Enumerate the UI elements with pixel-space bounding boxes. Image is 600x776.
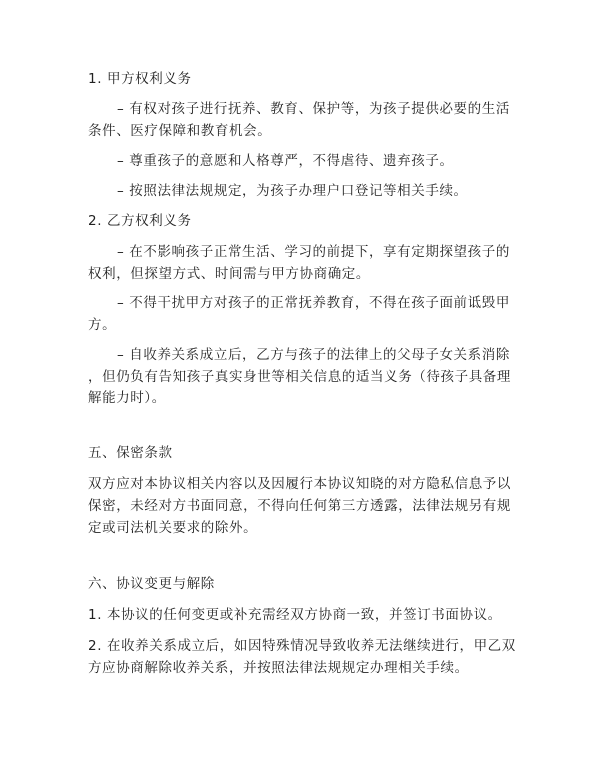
section-heading-party-b: 2. 乙方权利义务 <box>88 213 192 229</box>
section-heading-changes: 六、协议变更与解除 <box>88 576 215 592</box>
changes-clause-2-line-2: 方应协商解除收养关系，并按照法律法规规定办理相关手续。 <box>88 660 469 676</box>
section-heading-party-a: 1. 甲方权利义务 <box>88 71 192 87</box>
party-a-item-3-line-1: – 按照法律法规规定，为孩子办理户口登记等相关手续。 <box>117 183 468 199</box>
confidentiality-line-2: 保密，未经对方书面同意，不得向任何第三方透露，法律法规另有规 <box>88 498 511 514</box>
section-heading-confidentiality: 五、保密条款 <box>88 445 173 461</box>
changes-clause-1-line-1: 1. 本协议的任何变更或补充需经双方协商一致，并签订书面协议。 <box>88 607 502 623</box>
party-a-item-1-line-2: 条件、医疗保障和教育机会。 <box>88 123 272 139</box>
party-a-item-1-line-1: – 有权对孩子进行抚养、教育、保护等，为孩子提供必要的生活 <box>117 101 510 117</box>
party-b-item-1-line-2: 权利，但探望方式、时间需与甲方协商确定。 <box>88 266 370 282</box>
party-b-item-1-line-1: – 在不影响孩子正常生活、学习的前提下，享有定期探望孩子的 <box>117 244 510 260</box>
party-b-item-3-line-2: ，但仍负有告知孩子真实身世等相关信息的适当义务（待孩子具备理 <box>88 369 511 385</box>
party-b-item-3-line-3: 解能力时）。 <box>88 390 166 406</box>
confidentiality-line-1: 双方应对本协议相关内容以及因履行本协议知晓的对方隐私信息予以 <box>88 476 511 492</box>
confidentiality-line-3: 定或司法机关要求的除外。 <box>88 520 258 536</box>
party-b-item-2-line-2: 方。 <box>88 317 117 333</box>
party-b-item-2-line-1: – 不得干扰甲方对孩子的正常抚养教育，不得在孩子面前诋毁甲 <box>117 295 510 311</box>
party-b-item-3-line-1: – 自收养关系成立后，乙方与孩子的法律上的父母子女关系消除 <box>117 347 510 363</box>
changes-clause-2-line-1: 2. 在收养关系成立后，如因特殊情况导致收养无法继续进行，甲乙双 <box>88 638 516 654</box>
party-a-item-2-line-1: – 尊重孩子的意愿和人格尊严，不得虐待、遗弃孩子。 <box>117 153 454 169</box>
